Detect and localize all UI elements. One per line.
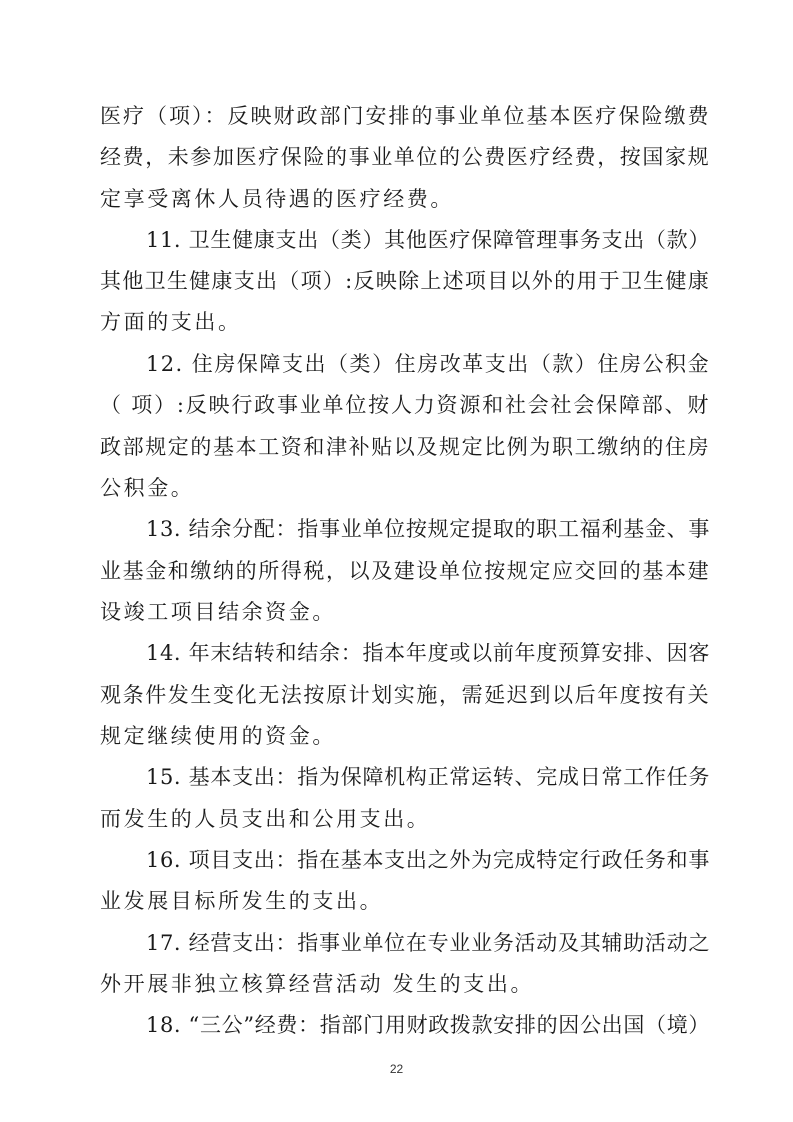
text-line: 方面的支出。 <box>100 310 242 334</box>
text-line: 15. 基本支出：指为保障机构正常运转、完成日常工作任务 <box>146 765 710 789</box>
page-number: 22 <box>389 1062 404 1076</box>
text-line: 定享受离休人员待遇的医疗经费。 <box>100 187 454 211</box>
text-line: 公积金。 <box>100 476 195 500</box>
text-line: 14. 年末结转和结余：指本年度或以前年度预算安排、因客 <box>146 641 710 665</box>
text-line: 设竣工项目结余资金。 <box>100 600 336 624</box>
text-line: 观条件发生变化无法按原计划实施，需延迟到以后年度按有关 <box>100 683 711 707</box>
text-line: 政部规定的基本工资和津补贴以及规定比例为职工缴纳的住房 <box>100 435 711 459</box>
text-line: 18. “三公”经费：指部门用财政拨款安排的因公出国（境） <box>146 1013 710 1037</box>
text-line: 13. 结余分配：指事业单位按规定提取的职工福利基金、事 <box>146 517 710 541</box>
text-line: 其他卫生健康支出（项）:反映除上述项目以外的用于卫生健康 <box>100 269 710 293</box>
text-line: 11. 卫生健康支出（类）其他医疗保障管理事务支出（款） <box>146 228 710 252</box>
text-line: 17. 经营支出：指事业单位在专业业务活动及其辅助活动之 <box>146 931 710 955</box>
text-line: 规定继续使用的资金。 <box>100 724 336 748</box>
text-line: 经费，未参加医疗保险的事业单位的公费医疗经费，按国家规 <box>100 145 711 169</box>
text-line: 外开展非独立核算经营活动 发生的支出。 <box>100 972 535 996</box>
text-line: 12. 住房保障支出（类）住房改革支出（款）住房公积金 <box>146 352 710 376</box>
text-line: 业发展目标所发生的支出。 <box>100 889 384 913</box>
text-line: 而发生的人员支出和公用支出。 <box>100 807 431 831</box>
text-line: 业基金和缴纳的所得税，以及建设单位按规定应交回的基本建 <box>100 559 711 583</box>
text-line: 医疗（项）：反映财政部门安排的事业单位基本医疗保险缴费 <box>100 104 711 128</box>
text-line: 16. 项目支出：指在基本支出之外为完成特定行政任务和事 <box>146 848 710 872</box>
text-line: （ 项）:反映行政事业单位按人力资源和社会社会保障部、财 <box>100 393 711 417</box>
